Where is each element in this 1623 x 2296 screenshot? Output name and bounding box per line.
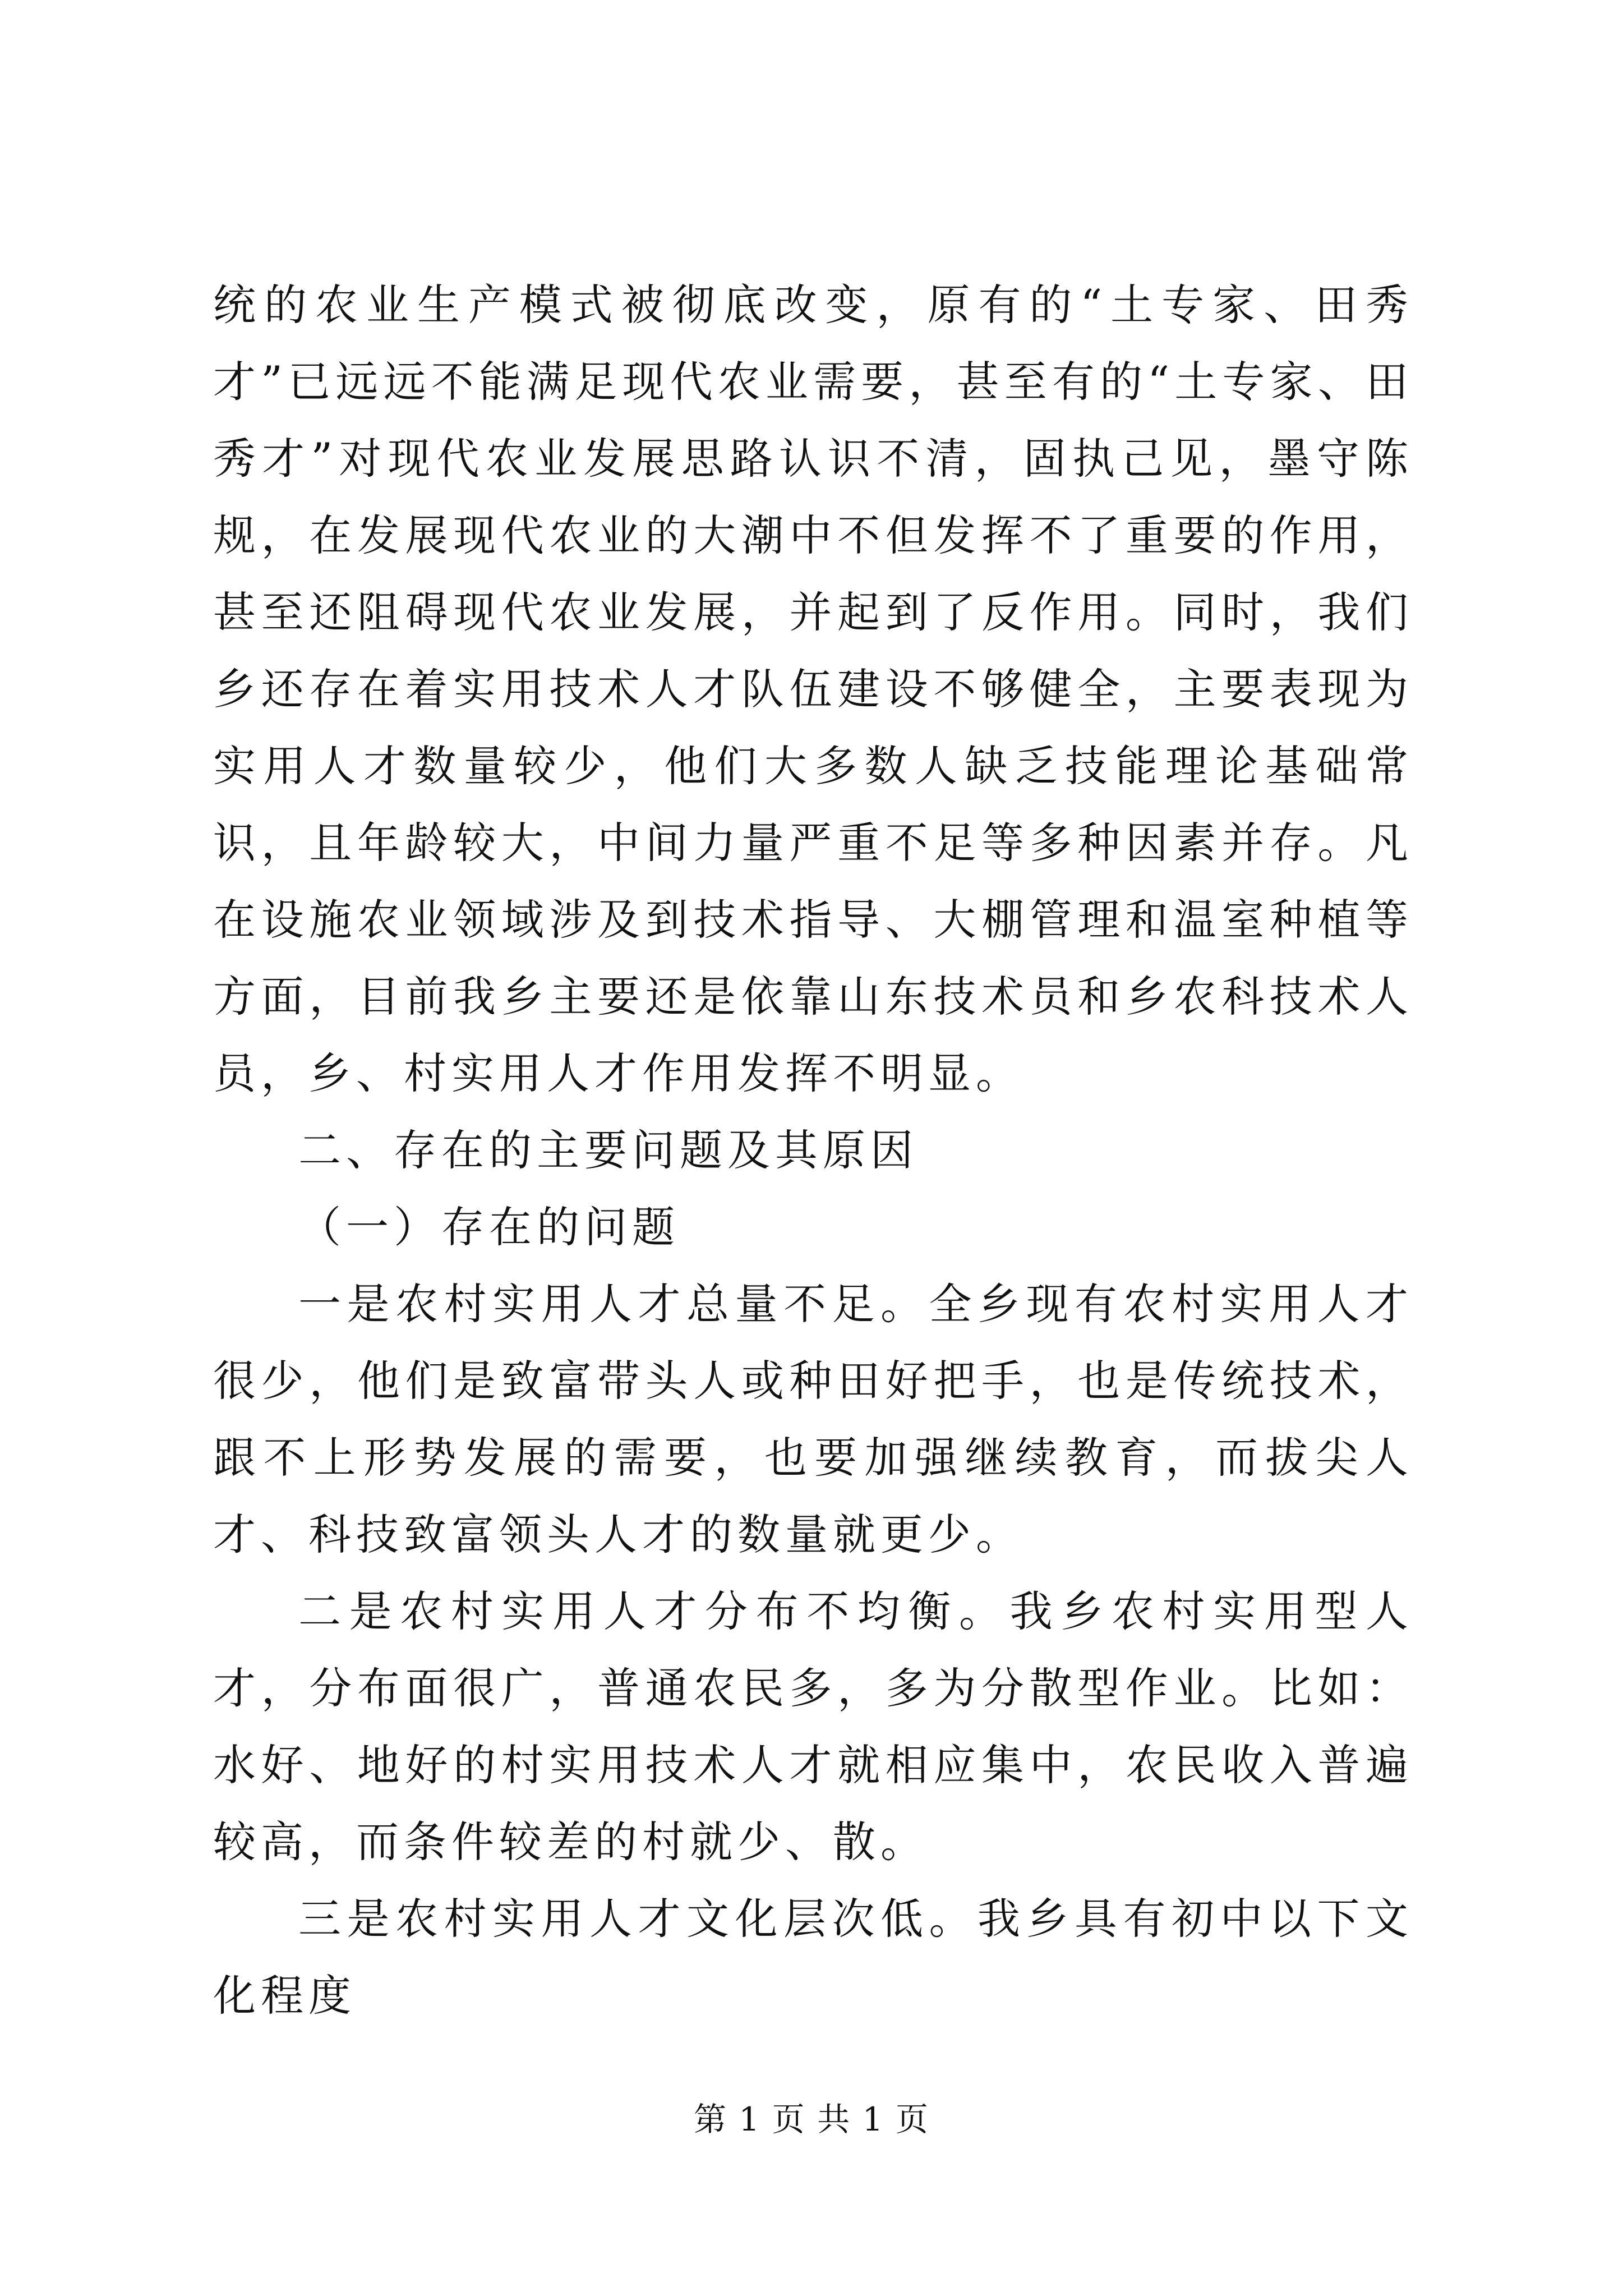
section-heading-problems: 二、存在的主要问题及其原因 <box>298 1125 918 1175</box>
subsection-heading-existing-problems: （一）存在的问题 <box>298 1202 680 1252</box>
paragraph-point-one: 一是农村实用人才总量不足。全乡现有农村实用人才很少，他们是致富带头人或种田好把手，也是传统技术，跟不上形势发展的需要，也要加强继续教育，而拔尖人才、科技致富领头人才的数量就更少。 <box>213 1279 1413 1559</box>
document-body <box>213 266 1413 2034</box>
paragraph-continuation: 统的农业生产模式被彻底改变，原有的“土专家、田秀才”已远远不能满足现代农业需要，甚至有的“土专家、田秀才”对现代农业发展思路认识不清，固执己见，墨守陈规，在发展现代农业的大潮中不但发挥不了重要的作用，甚至还阻碍现代农业发展，并起到了反作用。同时，我们乡还存在着实用技术人才队伍建设不够健全，主要表现为实用人才数量较少，他们大多数人缺乏技能理论基础常识，且年龄较大，中间力量严重不足等多种因素并存。凡在设施农业领域涉及到技术指导、大棚管理和温室种植等方面，目前我乡主要还是依靠山东技术员和乡农科技术人员，乡、村实用人才作用发挥不明显。 <box>213 280 1413 1098</box>
page-footer: 第 1 页 共 1 页 <box>694 2100 929 2138</box>
paragraph-point-three: 三是农村实用人才文化层次低。我乡具有初中以下文化程度 <box>213 1894 1413 2021</box>
paragraph-point-two: 二是农村实用人才分布不均衡。我乡农村实用型人才，分布面很广，普通农民多，多为分散型作业。比如：水好、地好的村实用技术人才就相应集中，农民收入普遍较高，而条件较差的村就少、散。 <box>213 1586 1413 1867</box>
